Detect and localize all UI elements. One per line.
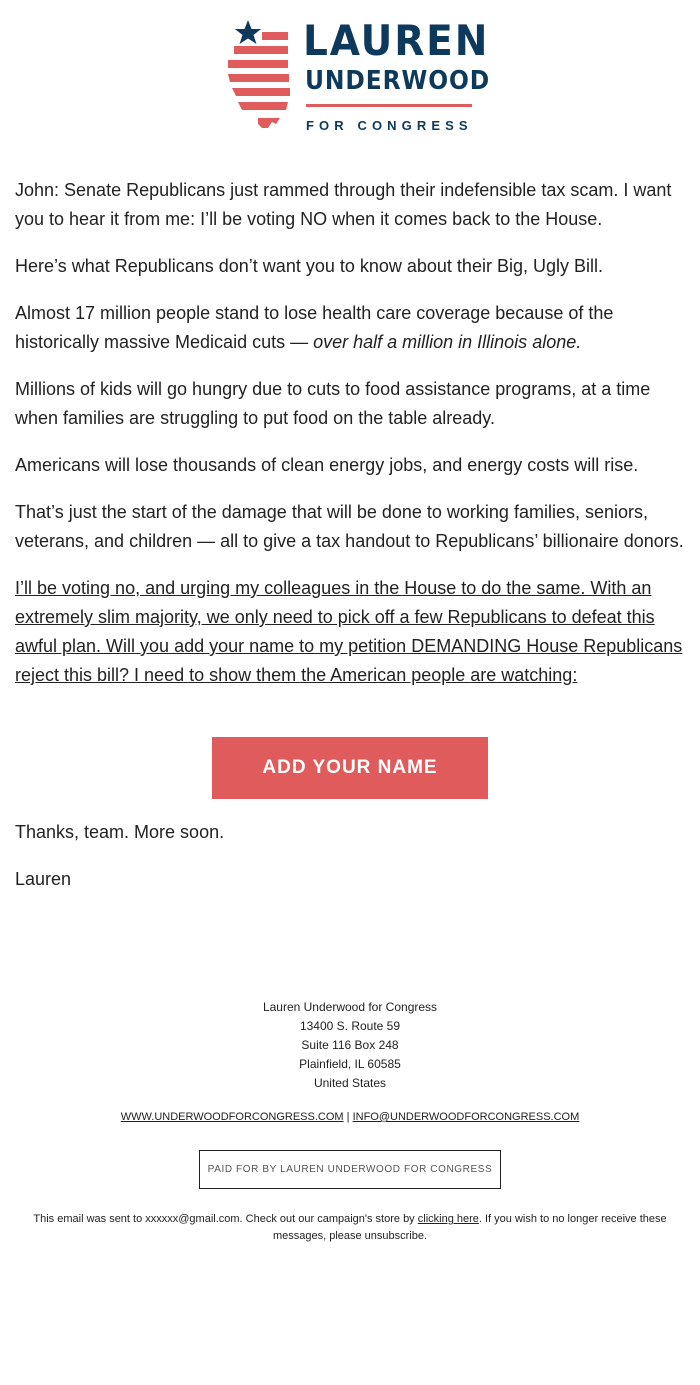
flag-stripe: [232, 88, 290, 96]
flag-stripe: [228, 60, 288, 68]
flag-stripe: [262, 32, 288, 40]
footer-suite: Suite 116 Box 248: [301, 1038, 399, 1052]
body-italic-text: over half a million in Illinois alone.: [313, 332, 582, 352]
body-paragraph: That’s just the start of the damage that will be done to working families, seniors, veterans, and children — all to give a tax handout to Republicans’ billionaire donors.: [15, 502, 684, 551]
body-paragraph: Americans will lose thousands of clean energy jobs, and energy costs will rise.: [15, 455, 639, 475]
logo-name-last: UNDERWOOD: [305, 66, 491, 96]
closing-line: Thanks, team. More soon.: [15, 822, 225, 842]
footer-country: United States: [313, 1076, 387, 1090]
paid-for-disclaimer: PAID FOR BY LAUREN UNDERWOOD FOR CONGRESS: [199, 1150, 501, 1189]
flag-stripe: [238, 102, 288, 110]
logo-name-first: LAUREN: [303, 16, 490, 65]
body-paragraph: John: Senate Republicans just rammed through their indefensible tax scam. I want you to hear it from me: I’ll be voting NO when it comes back to the House.: [15, 180, 672, 229]
link-separator: |: [346, 1111, 350, 1123]
email-closing: [15, 818, 224, 912]
body-paragraph: Millions of kids will go hungry due to cuts to food assistance programs, at a time when families are struggling to put food on the table already.: [15, 379, 651, 428]
email-body: [15, 176, 690, 708]
footer-city: Plainfield, IL 60585: [299, 1057, 401, 1071]
logo-tagline: FOR CONGRESS: [306, 118, 473, 133]
petition-link[interactable]: I’ll be voting no, and urging my colleagues in the House to do the same. With an extremely slim majority, we only need to pick off a few Republicans to defeat this awful plan. Will you add your name to my petition DEMANDING House Republicans reject this bill? I need to show them the American people are watching:: [15, 578, 683, 685]
signature: Lauren: [15, 869, 72, 889]
footer-address: [0, 998, 700, 1093]
body-text: Almost 17 million people stand to lose health care coverage because of the historically massive Medicaid cuts —: [15, 303, 614, 352]
footer-street: 13400 S. Route 59: [299, 1019, 401, 1033]
email-contact-link[interactable]: INFO@UNDERWOODFORCONGRESS.COM: [352, 1111, 580, 1123]
campaign-logo: [0, 14, 700, 144]
footer-links: [0, 1109, 700, 1125]
flag-stripe: [258, 118, 280, 128]
flag-stripe: [234, 46, 288, 54]
body-paragraph: Here’s what Republicans don’t want you to know about their Big, Ugly Bill.: [15, 256, 603, 276]
add-your-name-button[interactable]: ADD YOUR NAME: [212, 737, 488, 799]
illinois-flag-icon: [226, 18, 292, 132]
footer-note: [20, 1211, 680, 1245]
logo-divider: [306, 104, 472, 107]
footer-org: Lauren Underwood for Congress: [262, 1000, 438, 1014]
body-paragraph: [15, 299, 690, 357]
footer-note-text: This email was sent to xxxxxx@gmail.com. Check out our campaign's store by: [33, 1213, 418, 1225]
flag-stripe: [228, 74, 289, 82]
star-icon: [235, 20, 261, 44]
store-link[interactable]: clicking here: [417, 1213, 479, 1225]
website-link[interactable]: WWW.UNDERWOODFORCONGRESS.COM: [120, 1111, 344, 1123]
footer-note-text: . If you wish to no longer receive these messages, please unsubscribe.: [272, 1213, 667, 1242]
